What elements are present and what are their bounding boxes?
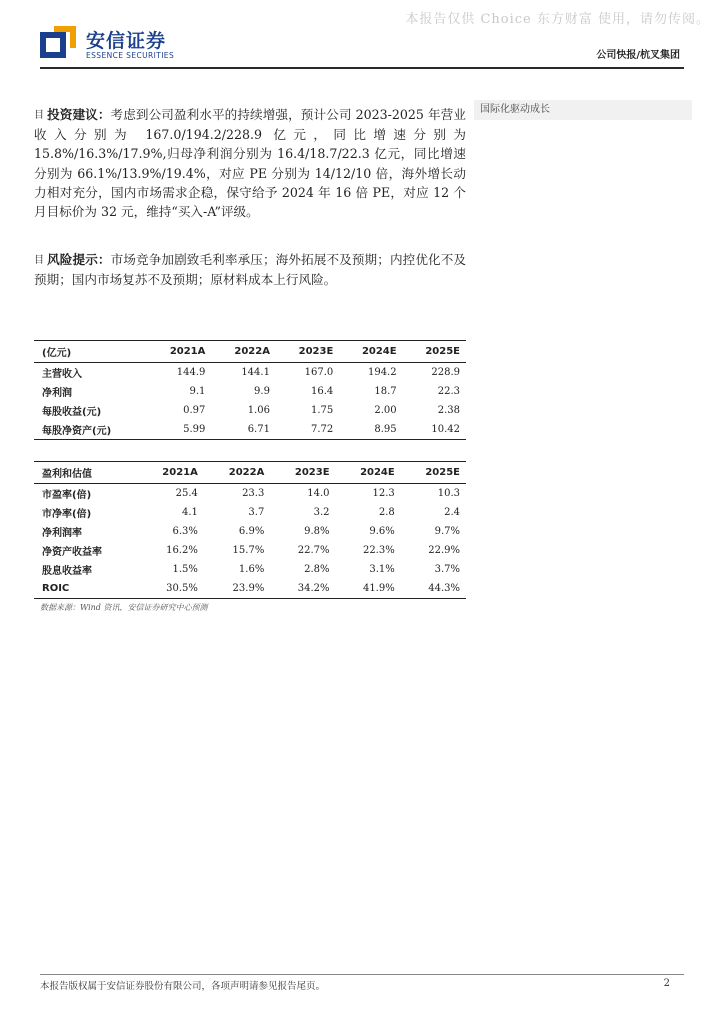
table-cell: 23.3 <box>242 488 265 499</box>
table-cell: 6.9% <box>238 526 265 537</box>
document-type: 公司快报/杭叉集团 <box>596 50 680 61</box>
investment-advice-lead: 投资建议： <box>47 107 111 122</box>
financial-summary-table <box>34 340 466 440</box>
table-cell: 9.7% <box>434 526 460 537</box>
table-cell: 4.1 <box>181 507 198 518</box>
table-cell: 9.6% <box>369 526 395 537</box>
row-label: ROIC <box>42 583 70 594</box>
table-cell: 44.3% <box>428 583 460 594</box>
header-divider <box>40 67 684 69</box>
table-cell: 14.0 <box>307 488 330 499</box>
table-cell: 3.1% <box>369 564 395 575</box>
table-cell: 228.9 <box>431 367 460 378</box>
table-cell: 10.42 <box>431 424 460 435</box>
table-header-cell: 2022A <box>228 467 265 478</box>
table-row <box>34 420 466 440</box>
row-label: 净利润率 <box>42 528 82 539</box>
table-row <box>34 382 466 401</box>
table-cell: 144.1 <box>241 367 270 378</box>
data-source-note: 数据来源：Wind 资讯，安信证券研究中心预测 <box>40 603 208 612</box>
table-row <box>34 522 466 541</box>
row-label: 主营收入 <box>42 369 82 380</box>
table-cell: 2.8% <box>304 564 330 575</box>
footer-divider <box>40 974 684 975</box>
row-label: 每股收益(元) <box>42 407 102 418</box>
table-cell: 41.9% <box>362 583 395 594</box>
table-cell: 9.9 <box>254 386 270 397</box>
table-cell: 2.38 <box>437 405 460 416</box>
table-cell: 6.71 <box>247 424 270 435</box>
bullet-icon: 目 <box>34 255 45 266</box>
table-header-cell: 2024E <box>361 346 397 357</box>
table-header-cell: 2024E <box>360 467 395 478</box>
table-header-cell: 2021A <box>169 346 206 357</box>
row-label: 净利润 <box>42 388 72 399</box>
row-label: 股息收益率 <box>42 566 92 577</box>
table-cell: 16.2% <box>166 545 198 556</box>
table-cell: 3.7 <box>248 507 265 518</box>
table-cell: 3.7% <box>434 564 460 575</box>
table-cell: 22.7% <box>297 545 330 556</box>
table-row <box>34 503 466 522</box>
risk-warning-lead: 风险提示： <box>47 252 111 267</box>
table-cell: 1.75 <box>311 405 334 416</box>
table-cell: 12.3 <box>372 488 395 499</box>
table-cell: 8.95 <box>374 424 397 435</box>
bullet-icon: 目 <box>34 110 45 121</box>
table-cell: 9.8% <box>304 526 330 537</box>
table-cell: 5.99 <box>183 424 206 435</box>
table-cell: 2.8 <box>378 507 395 518</box>
table-header-row <box>34 341 466 363</box>
row-label: 市净率(倍) <box>42 509 92 520</box>
table-cell: 7.72 <box>311 424 334 435</box>
table-header-row <box>34 462 466 484</box>
table-cell: 25.4 <box>175 488 198 499</box>
table-cell: 22.9% <box>428 545 460 556</box>
table-header-cell: (亿元) <box>42 348 72 359</box>
risk-warning-paragraph <box>34 250 466 289</box>
row-label: 每股净资产(元) <box>42 426 112 437</box>
table-cell: 22.3 <box>437 386 460 397</box>
table-cell: 2.4 <box>444 507 460 518</box>
table-cell: 2.00 <box>374 405 397 416</box>
table-header-cell: 2023E <box>294 467 330 478</box>
brand-logo-icon <box>40 26 76 62</box>
investment-advice-paragraph <box>34 105 466 221</box>
table-cell: 16.4 <box>311 386 334 397</box>
table-cell: 194.2 <box>367 367 397 378</box>
table-cell: 18.7 <box>374 386 397 397</box>
table-header-cell: 2023E <box>298 346 334 357</box>
copyright-footer: 本报告版权属于安信证券股份有限公司，各项声明请参见报告尾页。 <box>40 981 326 992</box>
table-cell: 1.6% <box>238 564 265 575</box>
side-tag: 国际化驱动成长 <box>474 100 692 120</box>
brand-name-cn: 安信证券 <box>86 30 167 52</box>
table-row <box>34 541 466 560</box>
table-cell: 1.06 <box>247 405 270 416</box>
page-number: 2 <box>663 978 670 989</box>
table-cell: 144.9 <box>176 367 206 378</box>
table-cell: 23.9% <box>232 583 265 594</box>
table-cell: 9.1 <box>189 386 206 397</box>
table-cell: 15.7% <box>232 545 265 556</box>
brand-name-en: ESSENCE SECURITIES <box>86 51 175 60</box>
row-label: 净资产收益率 <box>42 547 102 558</box>
table-header-cell: 2021A <box>162 467 198 478</box>
table-cell: 30.5% <box>166 583 198 594</box>
table-row <box>34 484 466 504</box>
table-cell: 6.3% <box>172 526 198 537</box>
table-cell: 3.2 <box>313 507 330 518</box>
table-header-cell: 盈利和估值 <box>42 469 92 480</box>
valuation-table <box>34 461 466 599</box>
row-label: 市盈率(倍) <box>42 490 92 501</box>
table-cell: 167.0 <box>304 367 334 378</box>
table-cell: 34.2% <box>297 583 330 594</box>
watermark-text: 本报告仅供 Choice 东方财富 使用，请勿传阅。 <box>405 12 710 27</box>
table-cell: 1.5% <box>172 564 198 575</box>
table-cell: 0.97 <box>183 405 206 416</box>
table-cell: 22.3% <box>362 545 395 556</box>
brand-logo <box>40 26 200 68</box>
table-row <box>34 363 466 383</box>
table-row <box>34 579 466 599</box>
investment-advice-text: 考虑到公司盈利水平的持续增强，预计公司 2023-2025 年营业收入分别为 167.0/194.2/228.9 亿元，同比增速分别为 15.8%/16.3%/17.9%,归母净利润分别为 16.4/18.7/22.3 亿元，同比增速分别为 66.1%/13.9%/19.4%，对应 PE 分别为 14/12/10 倍，海外增长动力相对充分，国内市场需求企稳，保守给予 2024 年 16 倍 PE，对应 12 个月目标价为 32 元，维持“买入-A”评级。 <box>34 107 466 220</box>
table-cell: 10.3 <box>437 488 460 499</box>
risk-warning-text: 市场竞争加剧致毛利率承压；海外拓展不及预期；内控优化不及预期；国内市场复苏不及预期；原材料成本上行风险。 <box>34 252 467 288</box>
table-row <box>34 401 466 420</box>
table-header-cell: 2025E <box>425 467 460 478</box>
table-header-cell: 2025E <box>425 346 460 357</box>
table-header-cell: 2022A <box>234 346 270 357</box>
table-row <box>34 560 466 579</box>
